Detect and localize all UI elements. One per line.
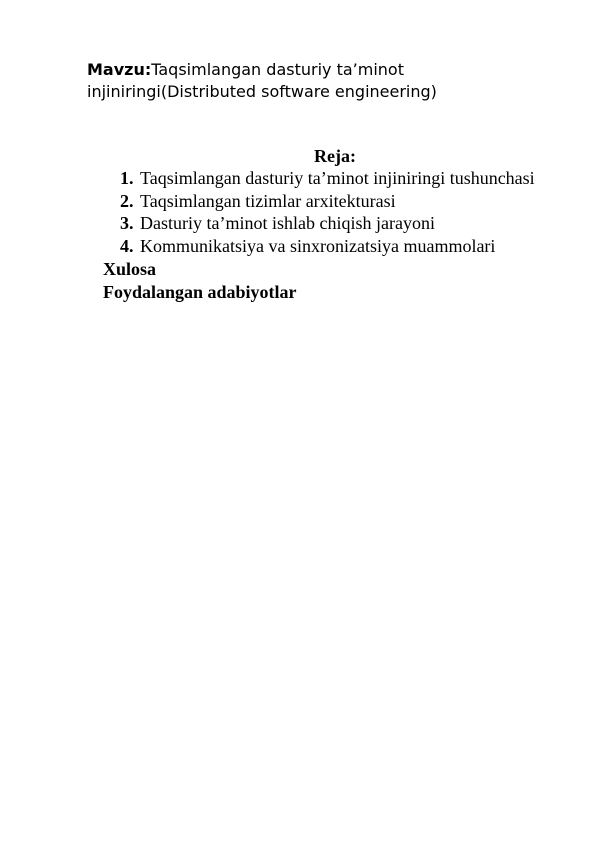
plan-item-number: 1.: [120, 168, 134, 188]
plan-item: [120, 190, 590, 213]
plan-item: [120, 235, 590, 258]
plan-item-text: Dasturiy ta’minot ishlab chiqish jarayoni: [140, 213, 435, 233]
plan-list: [120, 167, 590, 257]
plan-item-number: 4.: [120, 235, 134, 256]
plan-item: [120, 212, 590, 235]
plan-item-number: 2.: [120, 190, 134, 211]
plan-item: [120, 167, 590, 190]
plan-item-number: 3.: [120, 213, 134, 233]
plan-heading: Reja:: [314, 146, 356, 166]
topic-block: [87, 59, 507, 103]
references-item: Foydalangan adabiyotlar: [103, 282, 297, 302]
topic-label: Mavzu:: [87, 60, 152, 79]
plan-item-text: Taqsimlangan dasturiy ta’minot injiniringi tushunchasi: [140, 168, 535, 188]
plan-item-text: Kommunikatsiya va sinxronizatsiya muammolari: [140, 235, 496, 256]
topic-title: Taqsimlangan dasturiy ta’minot injiniringi(Distributed software engineering): [87, 60, 437, 101]
plan-item-text: Taqsimlangan tizimlar arxitekturasi: [140, 190, 396, 211]
conclusion-item: Xulosa: [103, 259, 157, 279]
